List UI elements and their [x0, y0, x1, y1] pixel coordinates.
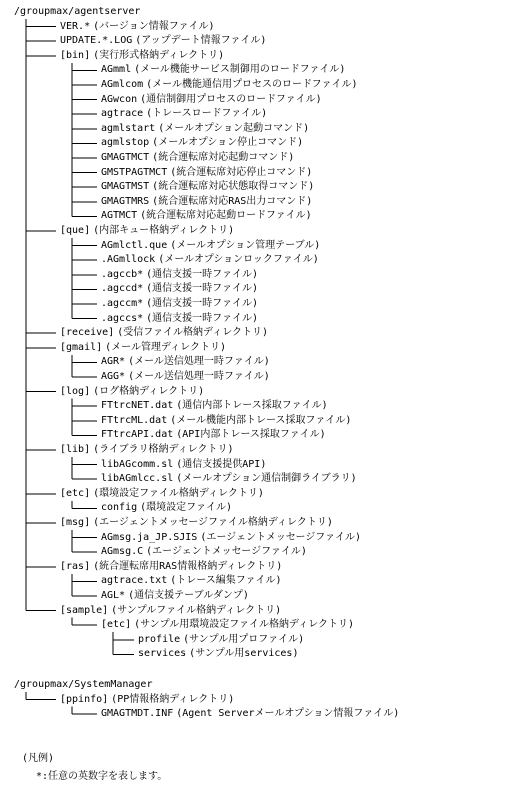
- entry-name: agtrace.txt: [101, 575, 168, 587]
- entry-description: (環境設定ファイル格納ディレクトリ): [93, 487, 264, 499]
- tree-entry: [101, 428, 326, 442]
- entry-description: (ログ格納ディレクトリ): [93, 385, 205, 397]
- entry-name: [lib]: [60, 444, 91, 455]
- entry-description: (サンプル用services): [189, 648, 299, 660]
- entry-description: (ライブラリ格納ディレクトリ): [93, 444, 234, 455]
- entry-name: libAGmlcc.sl: [101, 473, 174, 485]
- entry-description: (サンプル用プロファイル): [183, 633, 305, 645]
- entry-description: (エージェントメッセージファイル): [200, 531, 362, 543]
- entry-description: (メール機能内部トレース採取ファイル): [170, 414, 352, 426]
- entry-description: (メールオプション通信制御ライブラリ): [176, 473, 357, 485]
- entry-name: agtrace: [101, 108, 144, 120]
- entry-name: [bin]: [60, 49, 91, 61]
- entry-name: GMAGTMDT.INF: [101, 708, 174, 720]
- entry-name: AGL*: [101, 590, 126, 601]
- entry-name: GMSTPAGTMCT: [101, 166, 168, 178]
- entry-description: (環境設定ファイル): [140, 502, 232, 514]
- tree-entry: [60, 487, 264, 501]
- entry-description: (実行形式格納ディレクトリ): [93, 49, 225, 61]
- entry-description: (受信ファイル格納ディレクトリ): [117, 327, 269, 339]
- tree-entry: [101, 151, 294, 165]
- entry-description: (統合運転席対応起動コマンド): [152, 152, 295, 163]
- legend-text: *:任意の英数字を表します。: [36, 771, 168, 782]
- entry-description: (通信支援テーブルダンプ): [128, 590, 249, 601]
- entry-name: .agccb*: [101, 268, 144, 280]
- entry-description: (バージョン情報ファイル): [93, 20, 215, 32]
- tree-entry: [138, 647, 298, 661]
- entry-description: (サンプル用環境設定ファイル格納ディレクトリ): [134, 619, 355, 631]
- entry-name: FTtrcML.dat: [101, 414, 168, 426]
- entry-name: libAGcomm.sl: [101, 458, 174, 470]
- entry-name: UPDATE.*.LOG: [60, 35, 133, 47]
- tree-entry: [101, 166, 312, 180]
- tree-entry: [60, 34, 266, 48]
- tree-entry: [101, 180, 314, 194]
- legend-title: (凡例): [22, 753, 55, 764]
- entry-description: (統合運転席対応停止コマンド): [170, 166, 313, 178]
- entry-description: (通信支援提供API): [176, 458, 267, 470]
- tree-entry: [60, 341, 226, 355]
- entry-description: (通信内部トレース採取ファイル): [176, 400, 328, 412]
- tree-entry: [101, 399, 328, 413]
- entry-name: [log]: [60, 385, 91, 397]
- entry-name: agmlstart: [101, 122, 156, 134]
- tree-entry: [101, 253, 319, 267]
- tree-entry: [101, 531, 361, 545]
- entry-name: .AGmllock: [101, 254, 156, 266]
- tree-entry: [101, 78, 358, 92]
- tree-entry: [60, 49, 224, 63]
- entry-name: [ras]: [60, 560, 91, 572]
- entry-description: (統合運転席用RAS情報格納ディレクトリ): [93, 560, 283, 572]
- entry-name: AGR*: [101, 356, 126, 368]
- entry-name: VER.*: [60, 20, 91, 32]
- entry-name: profile: [138, 633, 181, 645]
- tree-root-path: [14, 678, 152, 692]
- entry-description: (トレース編集ファイル): [170, 575, 282, 587]
- entry-description: (メール管理ディレクトリ): [105, 341, 226, 353]
- tree-entry: [101, 122, 309, 136]
- entry-name: AGmlcom: [101, 79, 144, 90]
- entry-name: [gmail]: [60, 341, 103, 353]
- entry-name: GMAGTMCT: [101, 152, 150, 163]
- entry-description: (Agent Serverメールオプション情報ファイル): [176, 708, 400, 720]
- entry-description: (エージェントメッセージファイル格納ディレクトリ): [93, 517, 333, 528]
- tree-entry: [60, 443, 234, 457]
- entry-name: [receive]: [60, 327, 115, 339]
- entry-description: (メール送信処理一時ファイル): [128, 356, 270, 368]
- tree-entry: [60, 516, 333, 530]
- tree-entry: [101, 63, 345, 77]
- tree-entry: [101, 574, 282, 588]
- entry-description: (メール送信処理一時ファイル): [128, 371, 270, 382]
- entry-name: FTtrcNET.dat: [101, 400, 174, 412]
- tree-entry: [101, 282, 258, 296]
- tree-entry: [60, 693, 234, 707]
- entry-name: AGmsg.C: [101, 546, 144, 558]
- tree-entry: [101, 370, 270, 384]
- tree-entry: [101, 107, 267, 121]
- tree-entry: [101, 618, 354, 632]
- tree-entry: [60, 20, 215, 34]
- tree-entry: [60, 560, 282, 574]
- entry-name: agmlstop: [101, 137, 150, 149]
- tree-entry: [101, 239, 320, 253]
- tree-entry: [101, 312, 258, 326]
- entry-description: (通信支援一時ファイル): [146, 298, 258, 309]
- tree-entry: [60, 385, 204, 399]
- entry-name: [etc]: [101, 619, 132, 631]
- root-path: /groupmax/SystemManager: [14, 679, 153, 690]
- entry-description: (通信支援一時ファイル): [146, 283, 258, 295]
- entry-name: [ppinfo]: [60, 693, 109, 705]
- entry-name: GMAGTMST: [101, 181, 150, 193]
- tree-entry: [101, 93, 322, 107]
- entry-description: (メール機能サービス制御用のロードファイル): [134, 64, 346, 76]
- entry-description: (メールオプション起動コマンド): [158, 122, 310, 134]
- tree-entry: [101, 589, 249, 603]
- entry-description: (PP情報格納ディレクトリ): [111, 693, 235, 705]
- tree-entry: [101, 355, 270, 369]
- entry-name: AGTMCT: [101, 210, 138, 222]
- tree-entry: [101, 707, 399, 721]
- tree-entry: [60, 326, 268, 340]
- entry-name: .agccm*: [101, 298, 144, 309]
- tree-entry: [101, 545, 307, 559]
- tree-entry: [101, 414, 351, 428]
- entry-name: .agccd*: [101, 283, 144, 295]
- entry-name: [msg]: [60, 517, 91, 528]
- tree-entry: [138, 633, 304, 647]
- entry-description: (通信支援一時ファイル): [146, 268, 258, 280]
- tree-entry: [101, 458, 266, 472]
- entry-name: AGmsg.ja_JP.SJIS: [101, 531, 198, 543]
- tree-entry: [101, 195, 312, 209]
- entry-name: services: [138, 648, 187, 660]
- entry-description: (メールオプション管理テーブル): [170, 239, 321, 251]
- entry-description: (通信支援一時ファイル): [146, 312, 258, 324]
- entry-name: AGG*: [101, 371, 126, 382]
- tree-entry: [101, 501, 232, 515]
- entry-name: AGmml: [101, 64, 132, 76]
- entry-description: (エージェントメッセージファイル): [146, 546, 307, 558]
- entry-description: (内部キュー格納ディレクトリ): [93, 225, 235, 236]
- entry-name: config: [101, 502, 138, 514]
- root-path: /groupmax/agentserver: [14, 6, 141, 17]
- tree-entry: [101, 209, 312, 223]
- entry-description: (メール機能通信用プロセスのロードファイル): [146, 79, 358, 90]
- tree-entry: [101, 472, 357, 486]
- entry-description: (統合運転席対応RAS出力コマンド): [152, 195, 313, 207]
- entry-name: [etc]: [60, 487, 91, 499]
- entry-description: (メールオプション停止コマンド): [152, 137, 304, 149]
- tree-entry: [60, 224, 234, 238]
- entry-description: (トレースロードファイル): [146, 108, 268, 120]
- tree-entry: [101, 136, 303, 150]
- entry-name: [sample]: [60, 604, 109, 616]
- entry-description: (API内部トレース採取ファイル): [176, 429, 326, 441]
- entry-name: [que]: [60, 225, 91, 236]
- entry-description: (サンプルファイル格納ディレクトリ): [111, 604, 282, 616]
- entry-description: (アップデート情報ファイル): [135, 35, 267, 47]
- tree-entry: [101, 268, 258, 282]
- entry-name: .agccs*: [101, 312, 144, 324]
- tree-entry: [60, 604, 281, 618]
- entry-name: AGwcon: [101, 93, 138, 105]
- entry-description: (統合運転席対応起動ロードファイル): [140, 210, 312, 222]
- entry-name: GMAGTMRS: [101, 195, 150, 207]
- tree-entry: [101, 297, 258, 311]
- tree-root-path: [14, 5, 140, 19]
- entry-description: (メールオプションロックファイル): [158, 254, 319, 266]
- entry-description: (統合運転席対応状態取得コマンド): [152, 181, 315, 193]
- entry-name: AGmlctl.que: [101, 239, 168, 251]
- entry-description: (通信制御用プロセスのロードファイル): [140, 93, 322, 105]
- entry-name: FTtrcAPI.dat: [101, 429, 174, 441]
